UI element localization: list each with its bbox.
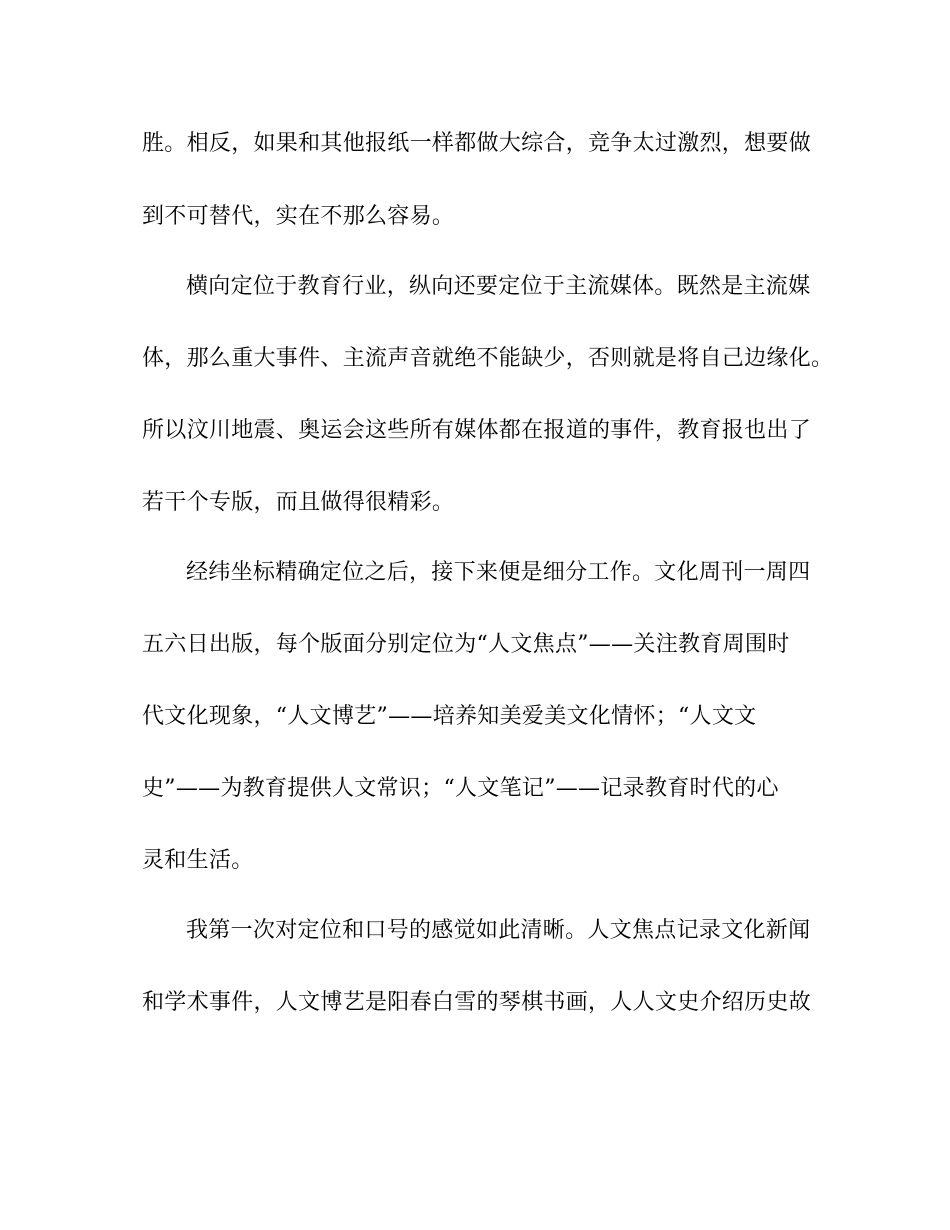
text-line: 和学术事件，人文博艺是阳春白雪的琴棋书画，人人文史介绍历史故 — [142, 990, 812, 1015]
paragraph-first-line: 我第一次对定位和口号的感觉如此清晰。人文焦点记录文化新闻 — [186, 918, 811, 943]
paragraph-first-line: 经纬坐标精确定位之后，接下来便是细分工作。文化周刊一周四 — [186, 560, 811, 585]
text-line: 胜。相反，如果和其他报纸一样都做大综合，竞争太过激烈，想要做 — [142, 131, 812, 156]
text-line: 五六日出版，每个版面分别定位为“人文焦点”——关注教育周围时 — [142, 632, 790, 657]
text-line: 史”——为教育提供人文常识；“人文笔记”——记录教育时代的心 — [142, 776, 779, 801]
text-line: 体，那么重大事件、主流声音就绝不能缺少，否则就是将自己边缘化。 — [142, 346, 834, 371]
text-line: 灵和生活。 — [142, 848, 254, 873]
text-line: 若干个专版，而且做得很精彩。 — [142, 490, 455, 515]
text-line: 代文化现象，“人文博艺”——培养知美爱美文化情怀；“人文文 — [142, 704, 757, 729]
paragraph-first-line: 横向定位于教育行业，纵向还要定位于主流媒体。既然是主流媒 — [186, 274, 811, 299]
text-line: 到不可替代，实在不那么容易。 — [142, 204, 455, 229]
text-line: 所以汶川地震、奥运会这些所有媒体都在报道的事件，教育报也出了 — [142, 418, 812, 443]
